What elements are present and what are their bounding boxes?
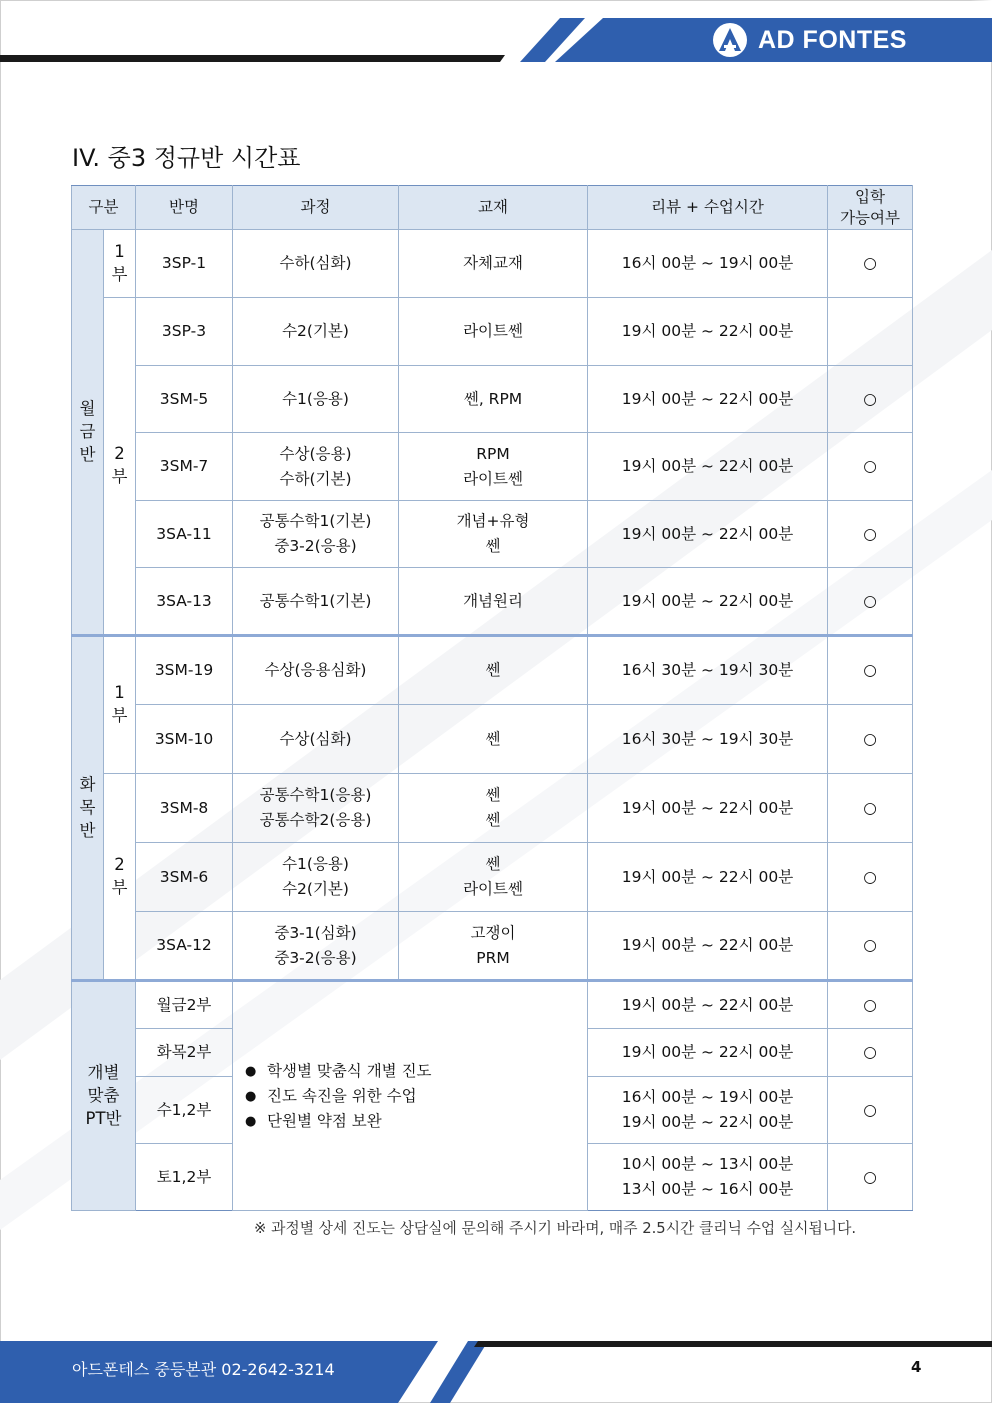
header-label: 반명: [169, 198, 199, 216]
section-title: IV. 중3 정규반 시간표: [72, 144, 301, 172]
course-cell: 공통수학1(기본): [233, 568, 399, 636]
table-row: [72, 981, 913, 1029]
class-cell: 3SM-10: [136, 705, 233, 774]
group-label: 월 금 반: [79, 398, 96, 464]
time-cell: 19시 00분 ~ 22시 00분: [588, 912, 828, 981]
list-item: ● 진도 속진을 위한 수업: [245, 1084, 587, 1109]
group-tuethu: [72, 636, 104, 981]
class-cell: 3SP-3: [136, 298, 233, 366]
time-cell: 19시 00분 ~ 22시 00분: [588, 298, 828, 366]
part-label: 2 부: [111, 854, 128, 897]
course-cell: 수1(응용) 수2(기본): [233, 843, 399, 912]
course-cell: 공통수학1(기본) 중3-2(응용): [233, 501, 399, 568]
part-1: [104, 230, 136, 298]
table-row: [72, 705, 913, 774]
book-cell: 개념원리: [399, 568, 588, 636]
table-row: [72, 433, 913, 501]
list-item: ● 단원별 약점 보완: [245, 1109, 587, 1134]
time-cell: 19시 00분 ~ 22시 00분: [588, 981, 828, 1029]
availability-cell: ○: [828, 774, 913, 843]
time-cell: 16시 00분 ~ 19시 00분 19시 00분 ~ 22시 00분: [588, 1077, 828, 1144]
header-label: 입학 가능여부: [840, 187, 900, 227]
part-2: [104, 298, 136, 636]
part-1: [104, 636, 136, 774]
class-cell: 3SA-11: [136, 501, 233, 568]
availability-cell: ○: [828, 568, 913, 636]
footer-contact: 아드폰테스 중등본관 02-2642-3214: [72, 1360, 335, 1379]
table-row: [72, 568, 913, 636]
book-cell: 쎈 쎈: [399, 774, 588, 843]
table-row: [72, 636, 913, 705]
book-cell: 라이트쎈: [399, 298, 588, 366]
schedule-table: [71, 185, 913, 1211]
availability-cell: ○: [828, 1144, 913, 1211]
footnote: ※ 과정별 상세 진도는 상담실에 문의해 주시기 바라며, 매주 2.5시간 클리닉 수업 실시됩니다.: [254, 1220, 857, 1237]
header-time: [588, 186, 828, 230]
class-cell: 수1,2부: [136, 1077, 233, 1144]
header-class-name: [136, 186, 233, 230]
class-cell: 3SA-13: [136, 568, 233, 636]
logo-text: AD FONTES: [758, 25, 907, 54]
time-cell: 16시 30분 ~ 19시 30분: [588, 636, 828, 705]
book-cell: 쎈 라이트쎈: [399, 843, 588, 912]
class-cell: 화목2부: [136, 1029, 233, 1077]
time-cell: 19시 00분 ~ 22시 00분: [588, 433, 828, 501]
brand-logo: [712, 22, 907, 58]
book-cell: 쎈: [399, 705, 588, 774]
availability-cell: ○: [828, 230, 913, 298]
pt-notes-cell: [233, 981, 588, 1211]
group-label: 화 목 반: [79, 774, 96, 840]
group-monfri: [72, 230, 104, 636]
time-cell: 19시 00분 ~ 22시 00분: [588, 1029, 828, 1077]
page-number: 4: [911, 1358, 922, 1376]
table-row: [72, 230, 913, 298]
time-cell: 19시 00분 ~ 22시 00분: [588, 366, 828, 433]
time-cell: 16시 30분 ~ 19시 30분: [588, 705, 828, 774]
course-cell: 공통수학1(응용) 공통수학2(응용): [233, 774, 399, 843]
class-cell: 3SA-12: [136, 912, 233, 981]
part-2: [104, 774, 136, 981]
course-cell: 수2(기본): [233, 298, 399, 366]
availability-cell: [828, 298, 913, 366]
ad-fontes-logo-icon: [712, 22, 748, 58]
table-row: [72, 912, 913, 981]
header-label: 교재: [478, 198, 508, 216]
part-label: 2 부: [111, 444, 128, 486]
availability-cell: ○: [828, 501, 913, 568]
table-row: [72, 843, 913, 912]
availability-cell: ○: [828, 705, 913, 774]
availability-cell: ○: [828, 433, 913, 501]
course-cell: 수상(응용심화): [233, 636, 399, 705]
pt-notes-list: [233, 1059, 587, 1134]
class-cell: 월금2부: [136, 981, 233, 1029]
availability-cell: ○: [828, 1029, 913, 1077]
course-cell: 중3-1(심화) 중3-2(응용): [233, 912, 399, 981]
part-label: 1 부: [111, 241, 128, 284]
availability-cell: ○: [828, 843, 913, 912]
class-cell: 3SP-1: [136, 230, 233, 298]
table-header-row: [72, 186, 913, 230]
time-cell: 19시 00분 ~ 22시 00분: [588, 843, 828, 912]
class-cell: 3SM-5: [136, 366, 233, 433]
course-cell: 수상(응용) 수하(기본): [233, 433, 399, 501]
group-pt: [72, 981, 136, 1211]
book-cell: 개념+유형 쎈: [399, 501, 588, 568]
table-row: [72, 501, 913, 568]
table-row: [72, 366, 913, 433]
availability-cell: ○: [828, 636, 913, 705]
time-cell: 19시 00분 ~ 22시 00분: [588, 774, 828, 843]
group-label: 개별 맞춤 PT반: [85, 1062, 122, 1128]
book-cell: 쎈: [399, 636, 588, 705]
header-label: 과정: [300, 198, 331, 216]
time-cell: 19시 00분 ~ 22시 00분: [588, 501, 828, 568]
time-cell: 10시 00분 ~ 13시 00분 13시 00분 ~ 16시 00분: [588, 1144, 828, 1211]
course-cell: 수1(응용): [233, 366, 399, 433]
table-row: [72, 298, 913, 366]
table-row: [72, 774, 913, 843]
course-cell: 수상(심화): [233, 705, 399, 774]
availability-cell: ○: [828, 366, 913, 433]
header-label: 구분: [88, 198, 119, 216]
header-textbook: [399, 186, 588, 230]
part-label: 1 부: [111, 683, 128, 725]
class-cell: 토1,2부: [136, 1144, 233, 1211]
header-course: [233, 186, 399, 230]
course-cell: 수하(심화): [233, 230, 399, 298]
header-category: [72, 186, 136, 230]
book-cell: 자체교재: [399, 230, 588, 298]
book-cell: 고쟁이 PRM: [399, 912, 588, 981]
time-cell: 19시 00분 ~ 22시 00분: [588, 568, 828, 636]
book-cell: 쎈, RPM: [399, 366, 588, 433]
header-label: 리뷰 + 수업시간: [651, 198, 764, 216]
class-cell: 3SM-6: [136, 843, 233, 912]
book-cell: RPM 라이트쎈: [399, 433, 588, 501]
class-cell: 3SM-7: [136, 433, 233, 501]
class-cell: 3SM-19: [136, 636, 233, 705]
list-item: ● 학생별 맞춤식 개별 진도: [245, 1059, 587, 1084]
time-cell: 16시 00분 ~ 19시 00분: [588, 230, 828, 298]
availability-cell: ○: [828, 912, 913, 981]
header-availability: [828, 186, 913, 230]
availability-cell: ○: [828, 1077, 913, 1144]
availability-cell: ○: [828, 981, 913, 1029]
class-cell: 3SM-8: [136, 774, 233, 843]
